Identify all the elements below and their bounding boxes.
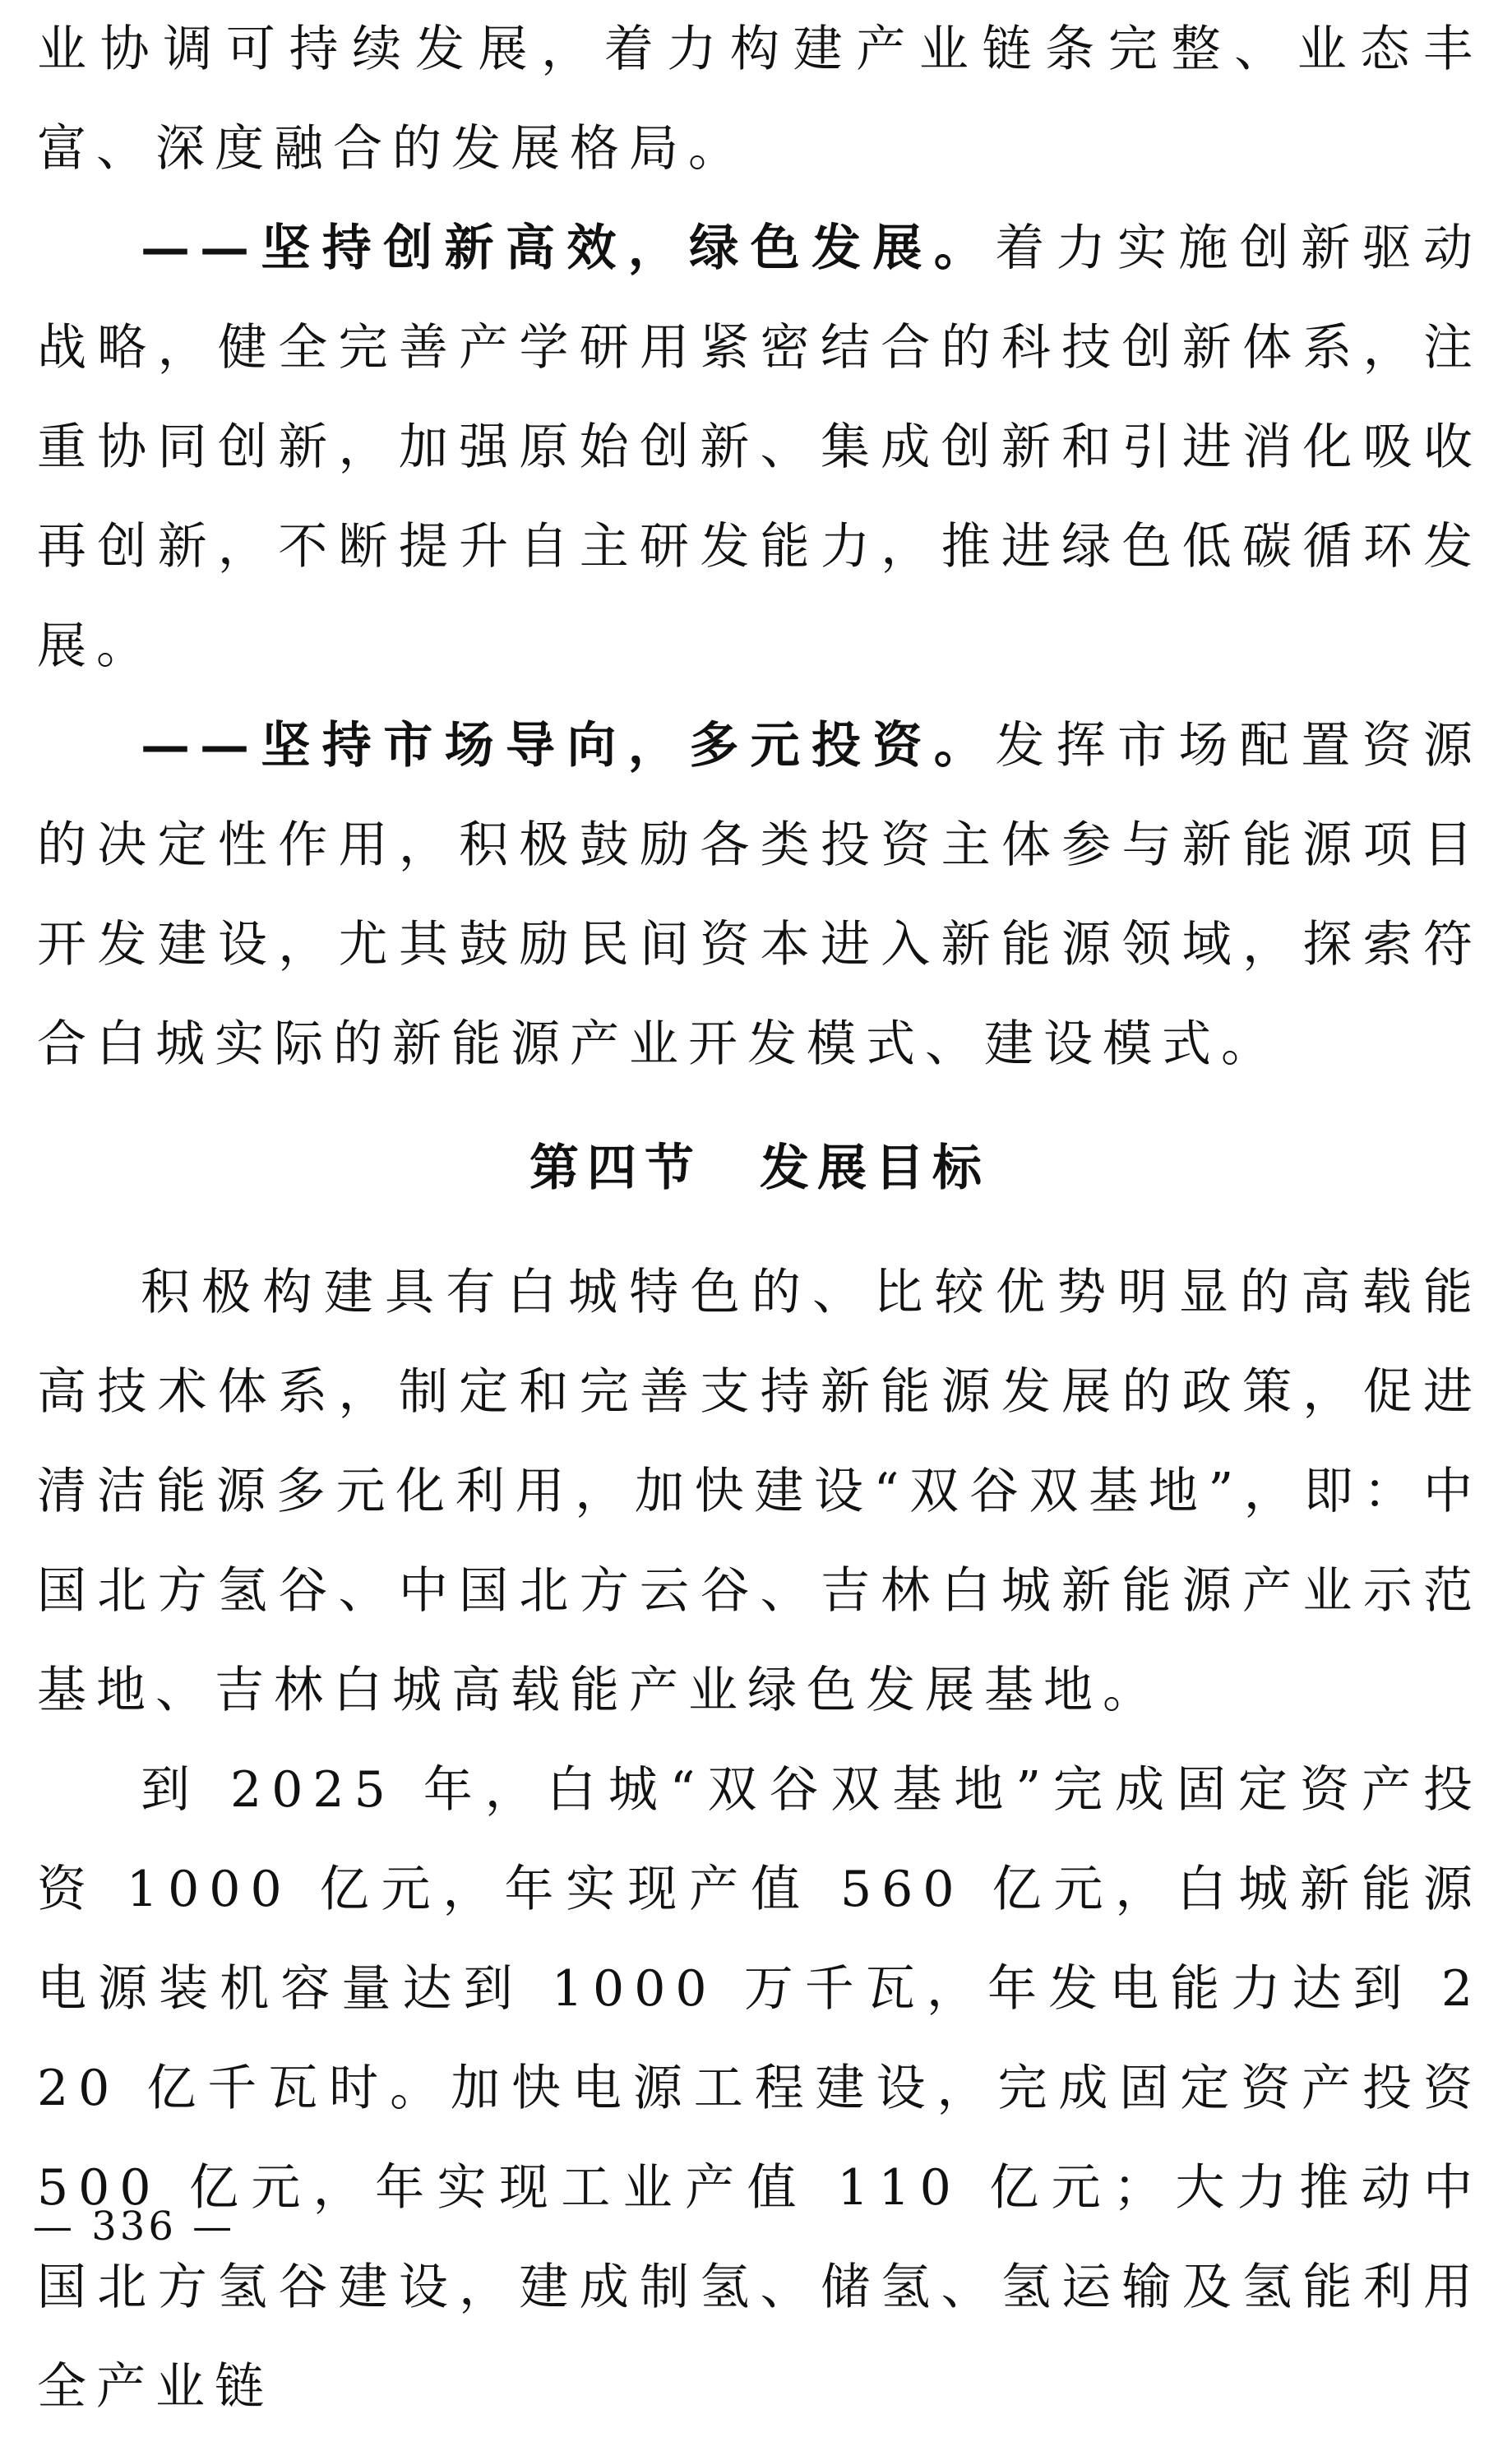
paragraph-goals-2025: 到 2025 年，白城“双谷双基地”完成固定资产投资 1000 亿元，年实现产值 560 亿元，白城新能源电源装机容量达到 1000 万千瓦，年发电能力达到 220 亿千瓦时。加快电源工程建设，完成固定资产投资 500 亿元，年实现工业产值 110 亿元；大力推动中国北方氢谷建设，建成制氢、储氢、氢运输及氢能利用全产业链 xyxy=(37,1761,1482,2416)
principle-body-market: 发挥市场配置资源的决定性作用，积极鼓励各类投资主体参与新能源项目开发建设，尤其鼓励民间资本进入新能源领域，探索符合白城实际的新能源产业开发模式、建设模式。 xyxy=(37,717,1483,1073)
section-title: 发展目标 xyxy=(760,1140,990,1197)
paragraph-goals-overview: 积极构建具有白城特色的、比较优势明显的高载能高技术体系，制定和完善支持新能源发展的政策，促进清洁能源多元化利用，加快建设“双谷双基地”，即：中国北方氢谷、中国北方云谷、吉林白城新能源产业示范基地、吉林白城高载能产业绿色发展基地。 xyxy=(37,1264,1482,1719)
principle-body-innovation: 着力实施创新驱动战略，健全完善产学研用紧密结合的科技创新体系，注重协同创新，加强原始创新、集成创新和引进消化吸收再创新，不断提升自主研发能力，推进绿色低碳循环发展。 xyxy=(37,220,1483,675)
principle-heading-innovation: ——坚持创新高效，绿色发展。 xyxy=(141,220,996,277)
paragraph-innovation-principle xyxy=(37,199,1482,696)
section-heading xyxy=(37,1094,1482,1243)
paragraph-development-pattern: 业协调可持续发展，着力构建产业链条完整、业态丰富、深度融合的发展格局。 xyxy=(37,21,1482,178)
paragraph-market-principle xyxy=(37,696,1482,1094)
document-page xyxy=(37,0,1482,2437)
section-number: 第四节 xyxy=(529,1140,702,1197)
principle-heading-market: ——坚持市场导向，多元投资。 xyxy=(141,717,996,775)
page-number: — 336 — xyxy=(33,2203,236,2250)
